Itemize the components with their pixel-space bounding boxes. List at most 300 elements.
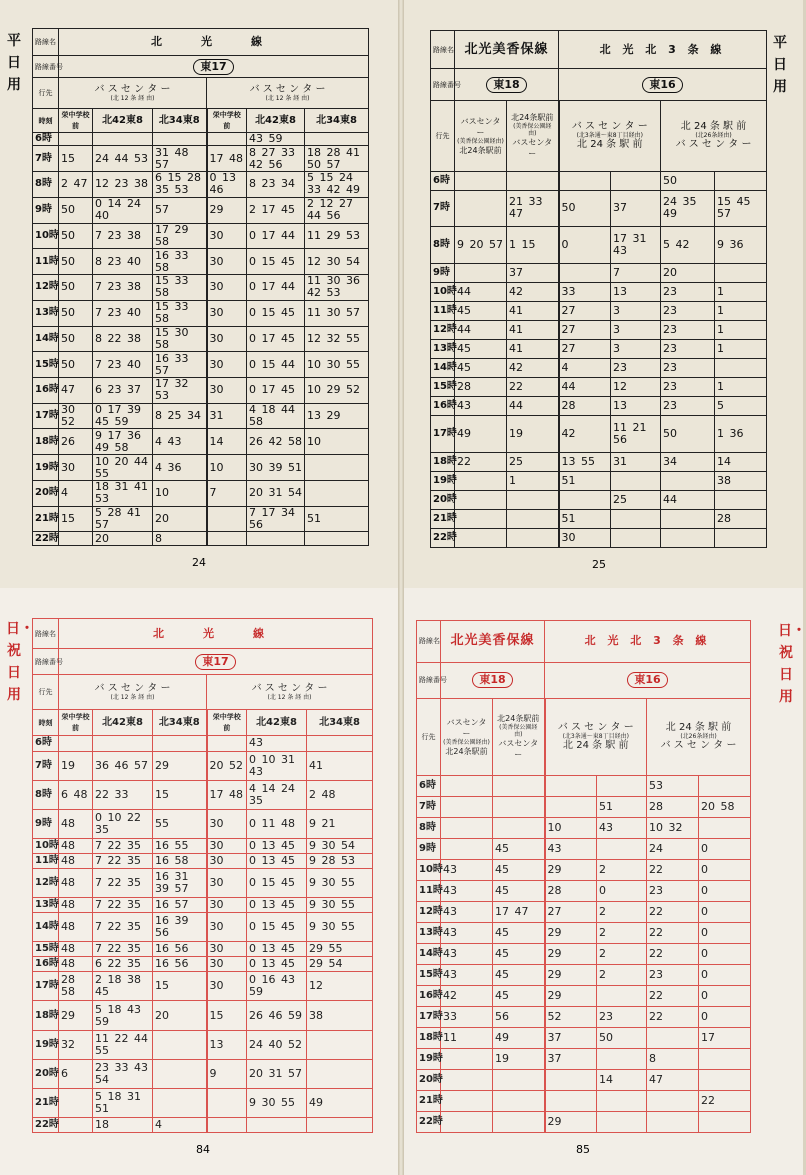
departure-cell: 38 [715,471,767,490]
departure-cell: 11 22 44 55 [93,1030,153,1059]
departure-cell: 1 36 [715,416,767,453]
departure-cell [59,133,93,146]
hour-cell: 11時 [33,249,59,275]
departure-cell [455,490,507,509]
hour-cell: 19時 [431,471,455,490]
departure-cell: 29 [59,1001,93,1030]
departure-cell: 0 [559,227,611,264]
hour-cell: 19時 [33,455,59,481]
departure-cell: 48 [59,957,93,972]
departure-cell [153,1030,207,1059]
hour-row [33,853,373,868]
departure-cell [647,1111,699,1132]
departure-cell [507,490,559,509]
departure-cell [441,1090,493,1111]
hour-cell: 14時 [431,359,455,378]
hour-cell: 21時 [431,509,455,528]
hour-row [33,532,369,546]
departure-cell [507,171,559,190]
departure-cell: 5 28 41 57 [93,506,153,532]
departure-cell: 7 22 35 [93,853,153,868]
departure-cell: 5 [715,397,767,416]
departure-cell: 30 52 [59,403,93,429]
departure-cell: 0 15 45 [247,249,305,275]
hour-row [431,509,767,528]
hour-cell: 20時 [417,1069,441,1090]
destination-d: 北 24 条 駅 前 [680,121,747,133]
destination-d-via: (北26条経由) [680,733,717,741]
route-title: 北 光 線 [59,619,373,649]
stop-header: 栄中学校前 [59,109,93,133]
route-title-left: 北光美香保線 [455,31,559,69]
departure-cell: 25 [507,452,559,471]
hour-cell: 18時 [33,1001,59,1030]
destination-b-via: (美香保公園経由) [513,123,552,138]
departure-cell [207,736,247,751]
departure-cell: 9 30 54 [307,838,373,853]
departure-cell: 28 [545,880,597,901]
hour-cell: 10時 [417,859,441,880]
hour-cell: 8時 [33,780,59,809]
departure-cell: 47 [59,378,93,404]
departure-cell: 56 [493,1006,545,1027]
departure-cell: 17 48 [207,146,247,172]
departure-cell: 44 [455,320,507,339]
departure-cell: 42 [507,359,559,378]
destination-label: 行先 [33,78,59,109]
departure-cell: 23 [661,301,715,320]
departure-cell: 28 [647,797,699,818]
departure-cell: 50 [559,190,611,227]
hour-cell: 17時 [33,972,59,1001]
departure-cell: 17 47 [493,901,545,922]
departure-cell [597,839,647,860]
departure-cell: 22 [455,452,507,471]
departure-cell: 29 [207,197,247,223]
departure-cell: 50 [59,275,93,301]
departure-cell [559,490,611,509]
destination-c-to: 北 24 条 駅 前 [563,740,629,752]
departure-cell [715,490,767,509]
departure-cell: 37 [545,1048,597,1069]
departure-cell: 30 [207,249,247,275]
destination-c: バ ス セ ン タ ー [571,121,648,133]
departure-cell [455,471,507,490]
departure-cell: 21 33 47 [507,190,559,227]
holiday-side-label-right: 日・祝日用 [778,623,806,705]
page-number: 25 [592,558,606,571]
destination-via-2: (北 12 条 経 由) [265,95,310,103]
departure-cell: 16 39 56 [153,913,207,942]
hour-row [431,339,767,358]
departure-cell: 33 [441,1006,493,1027]
departure-cell: 20 58 [699,797,751,818]
departure-cell: 13 [611,397,661,416]
departure-cell: 23 [661,320,715,339]
departure-cell: 11 [441,1027,493,1048]
departure-cell [455,509,507,528]
hour-row [33,868,373,897]
departure-cell [93,736,153,751]
departure-cell [661,528,715,547]
departure-cell [93,133,153,146]
stop-header: 栄中学校前 [207,709,247,736]
hour-cell: 10時 [431,282,455,301]
hour-cell: 20時 [33,1059,59,1088]
departure-cell [493,1090,545,1111]
departure-cell [699,1048,751,1069]
departure-cell: 51 [559,471,611,490]
hour-cell: 9時 [33,809,59,838]
hour-row [417,1111,751,1132]
departure-cell: 13 [207,1030,247,1059]
hour-cell: 11時 [431,301,455,320]
departure-cell: 0 17 45 [247,378,305,404]
departure-cell: 10 [153,480,207,506]
departure-cell: 22 [647,1006,699,1027]
departure-cell: 30 [559,528,611,547]
hour-cell: 22時 [33,1117,59,1132]
departure-cell: 19 [507,416,559,453]
weekday-side-label-right: 平日用 [773,35,787,95]
departure-cell [699,1069,751,1090]
hour-row [431,378,767,397]
departure-cell: 14 [207,429,247,455]
departure-cell: 26 [59,429,93,455]
departure-cell: 1 [715,339,767,358]
departure-cell: 30 [207,913,247,942]
departure-cell: 15 [59,146,93,172]
departure-cell: 10 [545,818,597,839]
departure-cell: 45 [455,339,507,358]
hour-cell: 18時 [33,429,59,455]
departure-cell: 43 [441,880,493,901]
hour-row [33,172,369,198]
hour-row [33,146,369,172]
departure-cell: 22 [647,901,699,922]
departure-cell: 22 [647,859,699,880]
departure-cell: 42 [507,282,559,301]
hour-cell: 7時 [431,190,455,227]
hour-row [33,403,369,429]
departure-cell: 45 [455,301,507,320]
departure-cell: 37 [507,263,559,282]
destination-b: 北24条駅前 [511,113,554,123]
departure-cell: 0 13 45 [247,853,307,868]
hour-cell: 6時 [431,171,455,190]
departure-cell: 8 [153,532,207,546]
departure-cell: 8 25 34 [153,403,207,429]
departure-cell: 8 23 34 [247,172,305,198]
departure-cell [493,818,545,839]
departure-cell: 3 [611,339,661,358]
hour-cell: 15時 [33,352,59,378]
hour-cell: 18時 [417,1027,441,1048]
departure-cell: 10 [207,455,247,481]
departure-cell: 16 31 39 57 [153,868,207,897]
departure-cell: 0 [597,880,647,901]
departure-cell: 50 [59,249,93,275]
departure-cell: 16 33 58 [153,249,207,275]
departure-cell: 41 [507,339,559,358]
departure-cell: 1 15 [507,227,559,264]
hour-row [431,416,767,453]
hour-cell: 17時 [33,403,59,429]
departure-cell [247,1117,307,1132]
departure-cell [699,776,751,797]
hour-row [431,397,767,416]
hour-cell: 16時 [431,397,455,416]
departure-cell: 3 [611,320,661,339]
departure-cell [307,1059,373,1088]
departure-cell: 48 [59,868,93,897]
departure-cell: 23 [597,1006,647,1027]
route-number-label: 路線番号 [431,69,455,101]
hour-row [33,249,369,275]
departure-cell [305,532,369,546]
departure-cell: 29 [153,751,207,780]
departure-cell: 28 [559,397,611,416]
hour-row [431,359,767,378]
departure-cell: 43 [545,839,597,860]
departure-cell: 8 27 33 42 56 [247,146,305,172]
departure-cell: 17 29 58 [153,223,207,249]
departure-cell: 0 14 24 40 [93,197,153,223]
departure-cell: 24 40 52 [247,1030,307,1059]
departure-cell: 4 [59,480,93,506]
hour-cell: 10時 [33,223,59,249]
hour-row [417,839,751,860]
departure-cell: 48 [59,809,93,838]
departure-cell [647,1090,699,1111]
departure-cell: 50 [661,171,715,190]
departure-cell: 30 [207,942,247,957]
destination-via-2: (北 12 条 経 由) [267,693,312,701]
departure-cell: 3 [611,301,661,320]
departure-cell: 30 [207,838,247,853]
departure-cell [559,263,611,282]
departure-cell: 43 [247,736,307,751]
hour-row [417,943,751,964]
departure-cell: 11 29 53 [305,223,369,249]
departure-cell [507,528,559,547]
hour-cell: 8時 [417,818,441,839]
departure-cell: 23 [661,339,715,358]
departure-cell [305,480,369,506]
departure-cell: 9 30 55 [307,913,373,942]
departure-cell: 20 [661,263,715,282]
departure-cell: 13 29 [305,403,369,429]
departure-cell: 45 [493,880,545,901]
departure-cell: 9 17 36 49 58 [93,429,153,455]
destination-main-2: バ ス セ ン タ ー [249,84,326,96]
departure-cell: 2 [597,964,647,985]
departure-cell: 22 [699,1090,751,1111]
departure-cell: 16 55 [153,838,207,853]
departure-cell [455,171,507,190]
departure-cell: 30 [207,853,247,868]
route-badge: 東17 [193,59,233,75]
departure-cell [493,797,545,818]
departure-cell: 6 22 35 [93,957,153,972]
departure-cell: 4 36 [153,455,207,481]
departure-cell: 2 17 45 [247,197,305,223]
departure-cell [715,171,767,190]
departure-cell: 23 33 43 54 [93,1059,153,1088]
hour-row [417,1027,751,1048]
departure-cell: 0 15 44 [247,352,305,378]
hour-row [431,490,767,509]
departure-cell: 20 52 [207,751,247,780]
departure-cell [441,1111,493,1132]
departure-cell: 51 [559,509,611,528]
stop-header: 北42東8 [247,109,305,133]
departure-cell [545,776,597,797]
departure-cell: 4 [559,359,611,378]
departure-cell: 16 56 [153,957,207,972]
destination-label: 行先 [417,698,441,776]
departure-cell: 0 13 46 [207,172,247,198]
destination-a-via: (美香保公園経由) [443,738,490,746]
destination-a-to: 北24条駅前 [459,145,502,155]
destination-main-2: バ ス セ ン タ ー [251,682,328,694]
departure-cell: 9 28 53 [307,853,373,868]
departure-cell: 16 33 57 [153,352,207,378]
hour-row [33,506,369,532]
hour-cell: 21時 [33,506,59,532]
hour-cell: 16時 [33,957,59,972]
destination-c-via: (北3条通～東8丁目経由) [562,733,629,741]
departure-cell: 6 48 [59,780,93,809]
departure-cell: 45 [493,985,545,1006]
departure-cell: 29 55 [307,942,373,957]
departure-cell [699,818,751,839]
hour-row [417,1048,751,1069]
departure-cell: 0 15 45 [247,868,307,897]
hour-row [33,751,373,780]
destination-a: バスセンター [446,717,487,738]
departure-cell [153,736,207,751]
departure-cell: 30 [207,378,247,404]
hour-row [431,282,767,301]
departure-cell: 7 [611,263,661,282]
departure-cell: 45 [455,359,507,378]
departure-cell: 9 [207,1059,247,1088]
departure-cell: 30 [59,455,93,481]
departure-cell: 23 [611,359,661,378]
departure-cell: 15 [59,506,93,532]
departure-cell: 22 [647,943,699,964]
stop-header: 北34東8 [153,109,207,133]
departure-cell: 5 18 43 59 [93,1001,153,1030]
departure-cell: 15 [207,1001,247,1030]
destination-a: バスセンター [460,116,501,137]
destination-label: 行先 [431,101,455,171]
departure-cell: 24 44 53 [93,146,153,172]
departure-cell: 15 [153,780,207,809]
departure-cell: 20 [153,506,207,532]
hour-row [431,190,767,227]
departure-cell: 48 [59,853,93,868]
departure-cell: 43 [441,922,493,943]
hour-cell: 9時 [417,839,441,860]
departure-cell: 24 35 49 [661,190,715,227]
departure-cell: 15 30 58 [153,326,207,352]
departure-cell: 11 21 56 [611,416,661,453]
route-name-label: 路線名 [33,619,59,649]
departure-cell: 10 30 55 [305,352,369,378]
hour-row [33,898,373,913]
departure-cell [153,1088,207,1117]
departure-cell: 2 47 [59,172,93,198]
departure-cell [715,528,767,547]
departure-cell [307,1030,373,1059]
departure-cell: 0 [699,943,751,964]
hour-row [417,1090,751,1111]
departure-cell: 38 [307,1001,373,1030]
hour-row [417,901,751,922]
departure-cell: 50 [661,416,715,453]
departure-cell [647,1027,699,1048]
departure-cell: 15 45 57 [715,190,767,227]
hour-cell: 18時 [431,452,455,471]
hour-row [33,197,369,223]
departure-cell: 6 23 37 [93,378,153,404]
hour-row [417,797,751,818]
departure-cell: 20 [153,1001,207,1030]
departure-cell [59,736,93,751]
departure-cell [493,1069,545,1090]
hour-row [431,263,767,282]
hour-cell: 16時 [417,985,441,1006]
departure-cell: 48 [59,913,93,942]
page-number: 24 [192,556,206,569]
departure-cell: 20 [93,532,153,546]
departure-cell: 42 [559,416,611,453]
hour-row [33,455,369,481]
hour-row [431,471,767,490]
departure-cell: 23 [661,282,715,301]
departure-cell: 2 [597,901,647,922]
hour-row [33,780,373,809]
hour-row [431,171,767,190]
destination-b-via: (美香保公園経由) [499,724,538,739]
hour-cell: 7時 [33,146,59,172]
departure-cell [307,736,373,751]
departure-cell: 0 13 45 [247,957,307,972]
departure-cell: 55 [153,809,207,838]
timetable-page-85 [416,620,751,1133]
departure-cell: 1 [715,301,767,320]
departure-cell: 30 [207,957,247,972]
departure-cell: 51 [305,506,369,532]
hour-row [417,776,751,797]
departure-cell [597,1111,647,1132]
departure-cell: 19 [493,1048,545,1069]
departure-cell: 17 31 43 [611,227,661,264]
departure-cell: 42 [441,985,493,1006]
departure-cell: 16 57 [153,898,207,913]
hour-cell: 19時 [33,1030,59,1059]
hour-row [417,880,751,901]
departure-cell: 28 [715,509,767,528]
departure-cell: 0 [699,1006,751,1027]
departure-cell: 4 14 24 35 [247,780,307,809]
departure-cell: 11 30 57 [305,300,369,326]
departure-cell [493,776,545,797]
departure-cell: 9 20 57 [455,227,507,264]
departure-cell: 2 48 [307,780,373,809]
